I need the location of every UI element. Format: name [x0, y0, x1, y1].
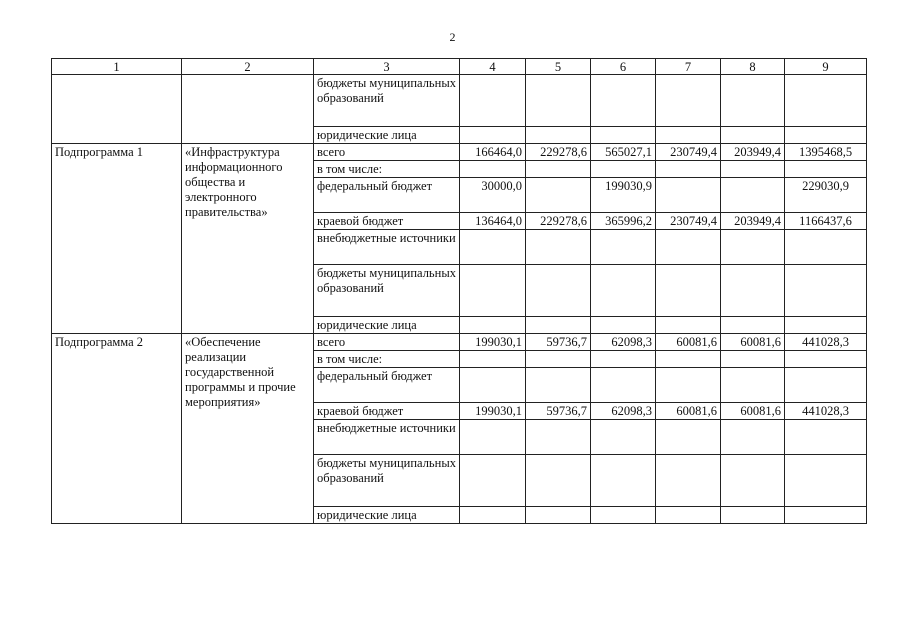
value-cell — [526, 420, 591, 455]
value-cell — [591, 455, 656, 507]
value-cell — [785, 317, 867, 334]
value-cell — [460, 127, 526, 144]
value-cell: 230749,4 — [656, 144, 721, 161]
value-cell — [460, 161, 526, 178]
value-cell — [460, 368, 526, 403]
funding-source-cell: внебюджетные источники — [314, 420, 460, 455]
value-cell — [591, 420, 656, 455]
funding-source-cell: бюджеты муниципальных образований — [314, 455, 460, 507]
value-cell: 199030,1 — [460, 403, 526, 420]
value-cell: 203949,4 — [721, 144, 785, 161]
value-cell — [460, 351, 526, 368]
value-cell: 203949,4 — [721, 213, 785, 230]
value-cell: 59736,7 — [526, 334, 591, 351]
column-header: 3 — [314, 59, 460, 75]
value-cell — [460, 420, 526, 455]
value-cell: 59736,7 — [526, 403, 591, 420]
funding-source-cell: в том числе: — [314, 351, 460, 368]
value-cell: 60081,6 — [721, 334, 785, 351]
value-cell — [526, 351, 591, 368]
funding-source-cell: юридические лица — [314, 317, 460, 334]
funding-source-cell: всего — [314, 334, 460, 351]
value-cell — [526, 161, 591, 178]
value-cell — [721, 161, 785, 178]
value-cell — [656, 455, 721, 507]
value-cell: 229278,6 — [526, 213, 591, 230]
column-header: 2 — [182, 59, 314, 75]
value-cell — [460, 230, 526, 265]
value-cell: 136464,0 — [460, 213, 526, 230]
value-cell — [721, 230, 785, 265]
value-cell: 229278,6 — [526, 144, 591, 161]
value-cell: 166464,0 — [460, 144, 526, 161]
value-cell — [591, 161, 656, 178]
funding-source-cell: федеральный бюджет — [314, 178, 460, 213]
value-cell — [785, 368, 867, 403]
value-cell — [526, 75, 591, 127]
value-cell — [656, 507, 721, 524]
value-cell — [656, 230, 721, 265]
column-header: 4 — [460, 59, 526, 75]
value-cell: 565027,1 — [591, 144, 656, 161]
value-cell — [460, 507, 526, 524]
subprogram-name-cell: Подпрограмма 1 — [52, 144, 182, 334]
value-cell — [591, 265, 656, 317]
value-cell — [721, 455, 785, 507]
value-cell — [656, 351, 721, 368]
value-cell — [591, 507, 656, 524]
value-cell — [656, 317, 721, 334]
value-cell — [460, 265, 526, 317]
value-cell — [785, 351, 867, 368]
value-cell — [721, 368, 785, 403]
value-cell — [591, 351, 656, 368]
value-cell — [785, 420, 867, 455]
value-cell — [656, 161, 721, 178]
subprogram-name-cell: Подпрограмма 2 — [52, 334, 182, 524]
value-cell — [591, 75, 656, 127]
value-cell: 60081,6 — [656, 334, 721, 351]
value-cell — [656, 127, 721, 144]
value-cell — [526, 507, 591, 524]
value-cell: 199030,9 — [591, 178, 656, 213]
column-header-row — [52, 59, 867, 75]
value-cell: 365996,2 — [591, 213, 656, 230]
column-header: 8 — [721, 59, 785, 75]
funding-source-cell: краевой бюджет — [314, 213, 460, 230]
value-cell — [721, 420, 785, 455]
value-cell: 441028,3 — [785, 403, 867, 420]
value-cell — [656, 368, 721, 403]
subprogram-name-cell — [52, 75, 182, 144]
value-cell: 441028,3 — [785, 334, 867, 351]
column-header: 7 — [656, 59, 721, 75]
funding-source-cell: бюджеты муниципальных образований — [314, 265, 460, 317]
funding-source-cell: федеральный бюджет — [314, 368, 460, 403]
table-row — [52, 144, 867, 161]
value-cell: 199030,1 — [460, 334, 526, 351]
value-cell — [721, 351, 785, 368]
value-cell — [591, 368, 656, 403]
value-cell — [526, 368, 591, 403]
value-cell — [460, 455, 526, 507]
subprogram-title-cell — [182, 75, 314, 144]
value-cell — [785, 507, 867, 524]
value-cell — [526, 317, 591, 334]
value-cell — [526, 265, 591, 317]
funding-source-cell: внебюджетные источники — [314, 230, 460, 265]
value-cell: 1395468,5 — [785, 144, 867, 161]
value-cell — [721, 127, 785, 144]
value-cell — [721, 75, 785, 127]
subprogram-title-cell: «Инфраструктура информационного общества и электронного правительства» — [182, 144, 314, 334]
value-cell — [785, 230, 867, 265]
column-header: 1 — [52, 59, 182, 75]
value-cell — [656, 265, 721, 317]
value-cell — [721, 265, 785, 317]
subprogram-title-cell: «Обеспечение реализации государственной программы и прочие мероприятия» — [182, 334, 314, 524]
funding-source-cell: юридические лица — [314, 507, 460, 524]
funding-source-cell: краевой бюджет — [314, 403, 460, 420]
value-cell — [526, 455, 591, 507]
budget-table — [51, 58, 867, 524]
value-cell — [460, 75, 526, 127]
value-cell — [591, 317, 656, 334]
column-header: 5 — [526, 59, 591, 75]
funding-source-cell: в том числе: — [314, 161, 460, 178]
value-cell — [656, 75, 721, 127]
value-cell: 62098,3 — [591, 403, 656, 420]
column-header: 6 — [591, 59, 656, 75]
value-cell: 229030,9 — [785, 178, 867, 213]
value-cell — [591, 127, 656, 144]
value-cell — [721, 507, 785, 524]
value-cell: 30000,0 — [460, 178, 526, 213]
funding-source-cell: юридические лица — [314, 127, 460, 144]
value-cell: 60081,6 — [656, 403, 721, 420]
value-cell — [526, 127, 591, 144]
value-cell: 1166437,6 — [785, 213, 867, 230]
value-cell — [785, 455, 867, 507]
value-cell: 230749,4 — [656, 213, 721, 230]
column-header: 9 — [785, 59, 867, 75]
table-body — [52, 75, 867, 524]
table-row — [52, 75, 867, 127]
value-cell: 60081,6 — [721, 403, 785, 420]
value-cell — [460, 317, 526, 334]
value-cell — [526, 178, 591, 213]
funding-source-cell: всего — [314, 144, 460, 161]
page-number: 2 — [449, 30, 456, 44]
value-cell — [785, 127, 867, 144]
value-cell: 62098,3 — [591, 334, 656, 351]
value-cell — [656, 420, 721, 455]
value-cell — [785, 161, 867, 178]
table-row — [52, 334, 867, 351]
value-cell — [721, 178, 785, 213]
value-cell — [785, 265, 867, 317]
value-cell — [785, 75, 867, 127]
value-cell — [526, 230, 591, 265]
value-cell — [591, 230, 656, 265]
value-cell — [721, 317, 785, 334]
funding-source-cell: бюджеты муниципальных образований — [314, 75, 460, 127]
value-cell — [656, 178, 721, 213]
